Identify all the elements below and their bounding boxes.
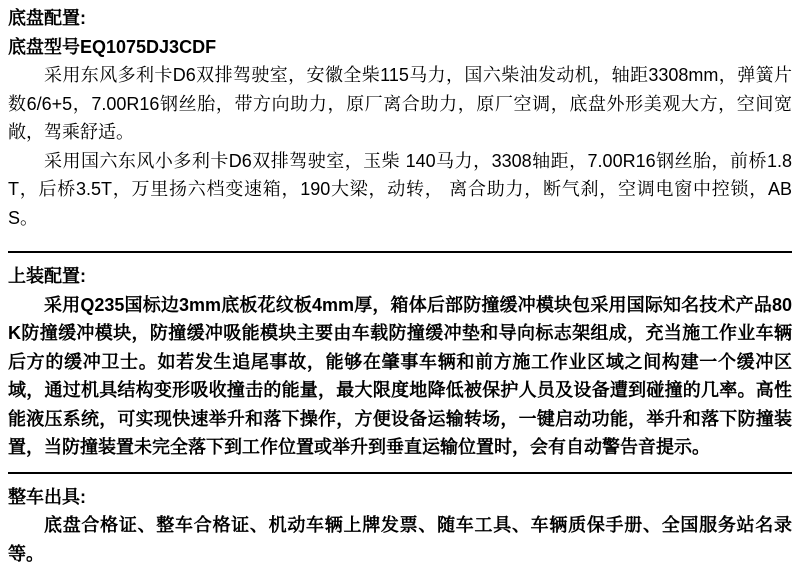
body-config-heading: 上装配置: [8, 262, 792, 291]
section-vehicle-documents [8, 483, 792, 568]
vehicle-documents-heading: 整车出具: [8, 483, 792, 512]
chassis-paragraph-1: 采用东风多利卡D6双排驾驶室，安徽全柴115马力，国六柴油发动机，轴距3308mm，弹簧片数6/6+5，7.00R16钢丝胎，带方向助力，原厂离合助力，原厂空调，底盘外形美观大方，空间宽敞，驾乘舒适。 [8, 61, 792, 147]
chassis-model-line: 底盘型号EQ1075DJ3CDF [8, 33, 792, 62]
section-body-config [8, 262, 792, 462]
chassis-config-heading: 底盘配置: [8, 4, 792, 33]
vehicle-documents-line: 底盘合格证、整车合格证、机动车辆上牌发票、随车工具、车辆质保手册、全国服务站名录等。 [8, 511, 792, 568]
body-config-paragraph: 采用Q235国标边3mm底板花纹板4mm厚，箱体后部防撞缓冲模块包采用国际知名技术产品80K防撞缓冲模块，防撞缓冲吸能模块主要由车载防撞缓冲垫和导向标志架组成，充当施工作业车辆后方的缓冲卫士。如若发生追尾事故，能够在肇事车辆和前方施工作业区域之间构建一个缓冲区域，通过机具结构变形吸收撞击的能量，最大限度地降低被保护人员及设备遭到碰撞的几率。高性能液压系统，可实现快速举升和落下操作，方便设备运输转场，一键启动功能，举升和落下防撞装置，当防撞装置未完全落下到工作位置或举升到垂直运输位置时，会有自动警告音提示。 [8, 291, 792, 462]
section-divider-2 [8, 472, 792, 474]
section-divider-1 [8, 251, 792, 253]
chassis-paragraph-2: 采用国六东风小多利卡D6双排驾驶室，玉柴 140马力，3308轴距，7.00R16钢丝胎，前桥1.8T，后桥3.5T，万里扬六档变速箱，190大梁，动转， 离合助力，断气刹，空调电窗中控锁，ABS。 [8, 147, 792, 233]
section-chassis-config [8, 4, 792, 232]
